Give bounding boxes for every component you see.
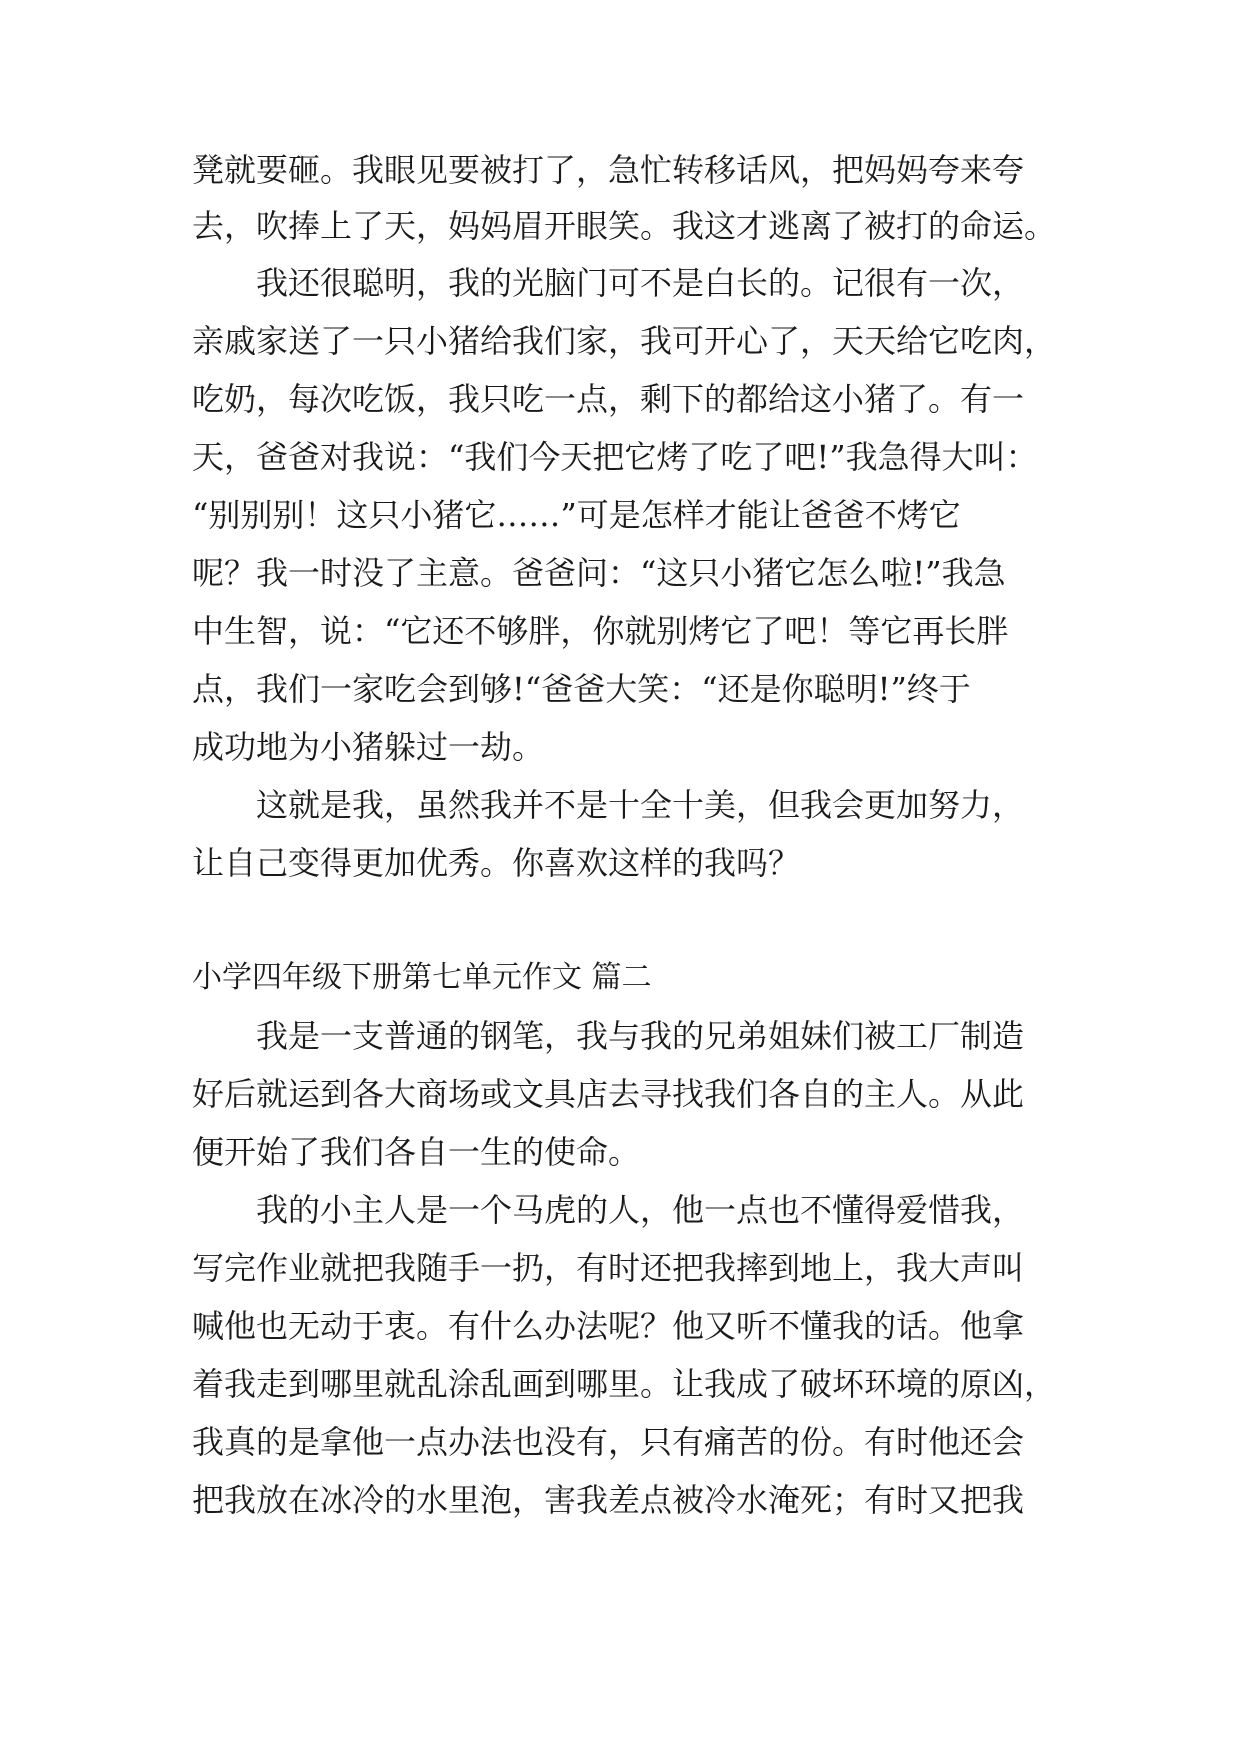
text-line: 这就是我，虽然我并不是十全十美，但我会更加努力， xyxy=(192,786,1025,824)
text-line: 我是一支普通的钢笔，我与我的兄弟姐妹们被工厂制造 xyxy=(192,1017,1025,1055)
text-line: 亲戚家送了一只小猪给我们家，我可开心了，天天给它吃肉， xyxy=(192,322,1057,360)
text-line: 呢？我一时没了主意。爸爸问：“这只小猪它怎么啦!”我急 xyxy=(192,554,1006,592)
text-line: 便开始了我们各自一生的使命。 xyxy=(192,1133,641,1171)
text-line: 写完作业就把我随手一扔，有时还把我摔到地上，我大声叫 xyxy=(192,1249,1025,1287)
text-line: 吃奶，每次吃饭，我只吃一点，剩下的都给这小猪了。有一 xyxy=(192,380,1025,418)
text-line: 中生智，说：“它还不够胖，你就别烤它了吧！等它再长胖 xyxy=(192,612,1009,650)
text-line: 点，我们一家吃会到够!“爸爸大笑：“还是你聪明!”终于 xyxy=(192,670,971,708)
text-line: 好后就运到各大商场或文具店去寻找我们各自的主人。从此 xyxy=(192,1075,1025,1113)
text-line: 去，吹捧上了天，妈妈眉开眼笑。我这才逃离了被打的命运。 xyxy=(192,207,1057,245)
text-line: “别别别！这只小猪它……”可是怎样才能让爸爸不烤它 xyxy=(192,496,961,534)
text-line: 着我走到哪里就乱涂乱画到哪里。让我成了破坏环境的原凶， xyxy=(192,1365,1057,1403)
text-line: 喊他也无动于衷。有什么办法呢？他又听不懂我的话。他拿 xyxy=(192,1307,1025,1345)
text-line: 我的小主人是一个马虎的人，他一点也不懂得爱惜我， xyxy=(192,1191,1025,1229)
text-line: 成功地为小猪躲过一劫。 xyxy=(192,728,545,766)
text-line: 把我放在冰冷的水里泡，害我差点被冷水淹死；有时又把我 xyxy=(192,1481,1025,1519)
text-line: 天，爸爸对我说：“我们今天把它烤了吃了吧!”我急得大叫： xyxy=(192,438,1038,476)
text-line: 我还很聪明，我的光脑门可不是白长的。记很有一次， xyxy=(192,264,1025,302)
section-heading: 小学四年级下册第七单元作文 篇二 xyxy=(192,960,652,995)
text-line: 我真的是拿他一点办法也没有，只有痛苦的份。有时他还会 xyxy=(192,1423,1025,1461)
text-line: 让自己变得更加优秀。你喜欢这样的我吗？ xyxy=(192,844,801,882)
text-line: 凳就要砸。我眼见要被打了，急忙转移话风，把妈妈夸来夸 xyxy=(192,151,1025,189)
